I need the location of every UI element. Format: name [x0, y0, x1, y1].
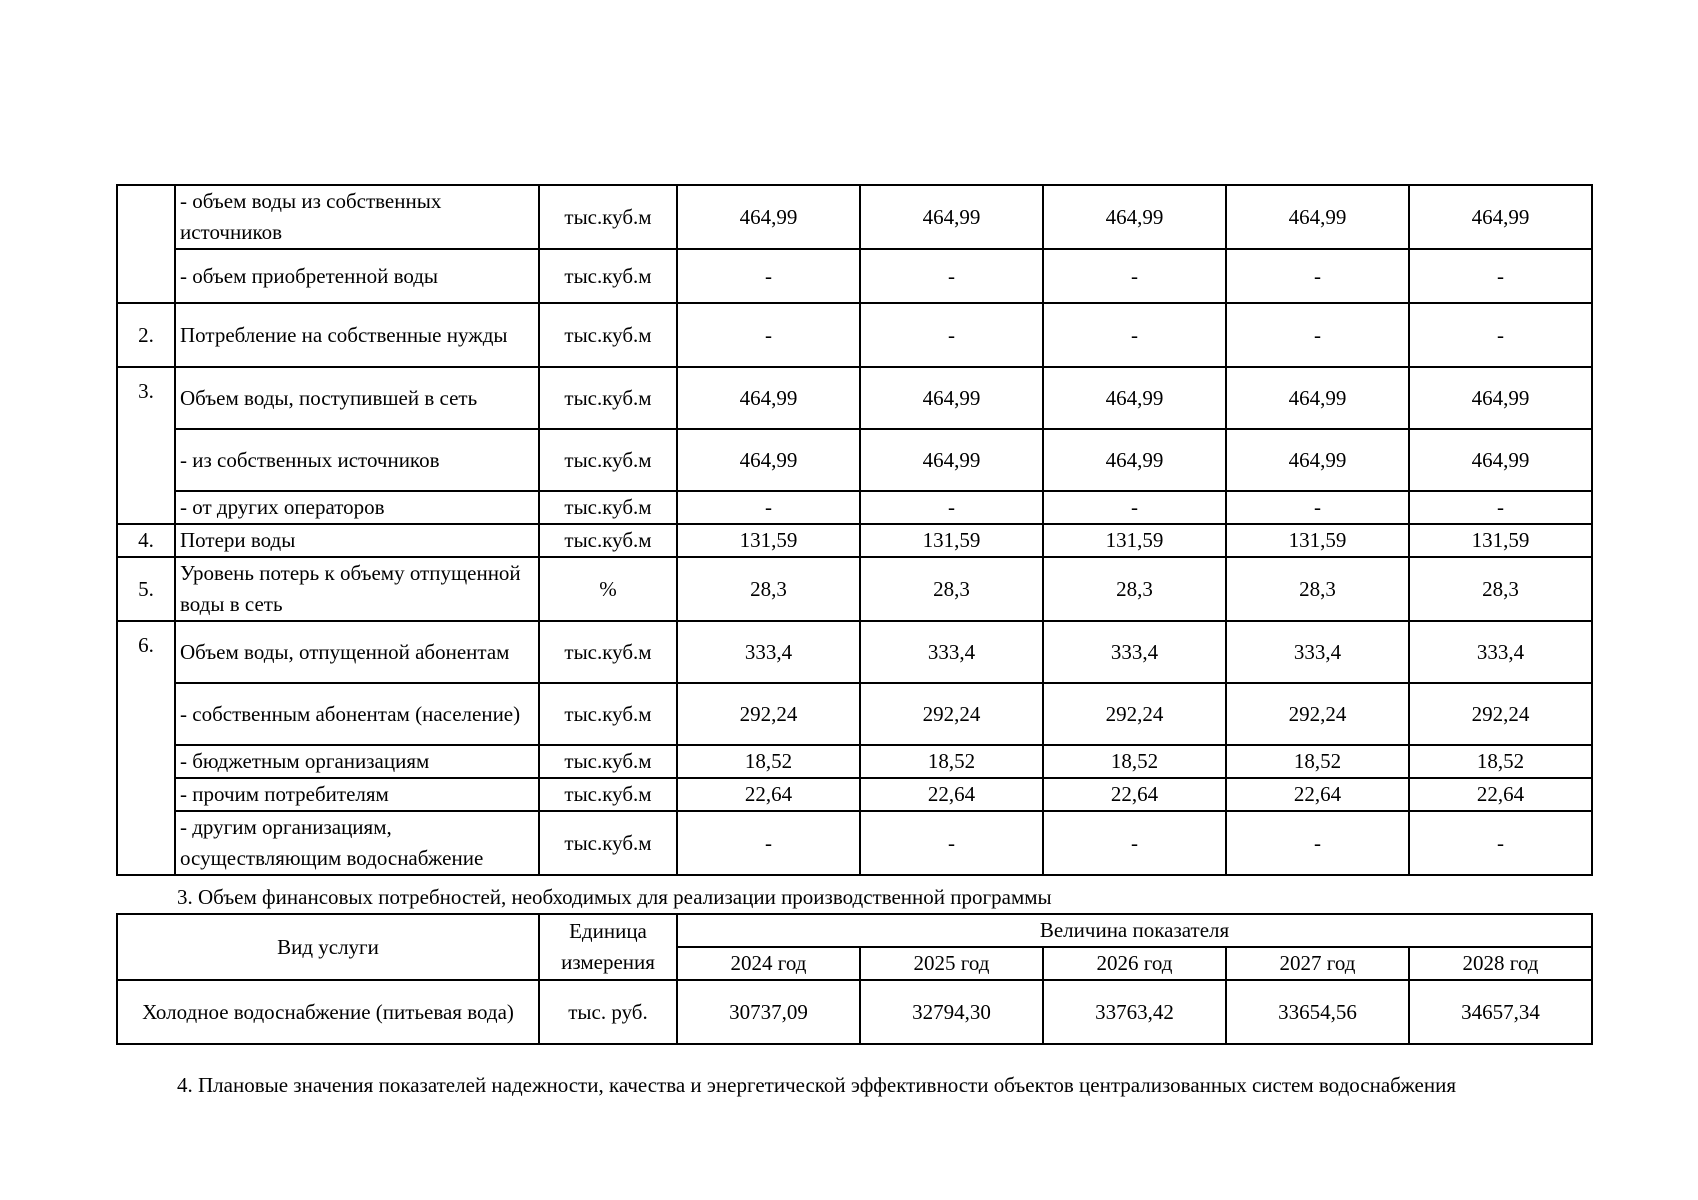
row-value: -	[1409, 491, 1592, 524]
table-row	[117, 683, 1592, 745]
row-value: 333,4	[1226, 621, 1409, 683]
row-unit: тыс.куб.м	[539, 524, 677, 557]
row-value: 18,52	[1409, 745, 1592, 778]
row-value: 292,24	[1043, 683, 1226, 745]
row-value: -	[1043, 811, 1226, 875]
row-value: 18,52	[1226, 745, 1409, 778]
water-balance-table	[116, 184, 1593, 876]
year-header: 2028 год	[1409, 947, 1592, 980]
year-header: 2025 год	[860, 947, 1043, 980]
row-value: 131,59	[677, 524, 860, 557]
row-unit: тыс.куб.м	[539, 367, 677, 429]
table-row	[117, 778, 1592, 811]
row-value: 292,24	[860, 683, 1043, 745]
year-header: 2026 год	[1043, 947, 1226, 980]
row-name: - объем приобретенной воды	[175, 249, 539, 303]
row-unit: тыс.куб.м	[539, 683, 677, 745]
row-value: -	[1409, 811, 1592, 875]
row-number: 3.	[117, 367, 175, 524]
year-header: 2027 год	[1226, 947, 1409, 980]
row-value: 464,99	[677, 367, 860, 429]
row-value: 292,24	[1226, 683, 1409, 745]
row-value: 292,24	[677, 683, 860, 745]
row-name: - из собственных источников	[175, 429, 539, 491]
value-group-header: Величина показателя	[677, 914, 1592, 947]
row-unit: тыс.куб.м	[539, 778, 677, 811]
service-header: Вид услуги	[117, 914, 539, 980]
row-number: 2.	[117, 303, 175, 367]
row-value: 18,52	[677, 745, 860, 778]
row-value: 464,99	[1409, 185, 1592, 249]
table-row	[117, 811, 1592, 875]
table-row	[117, 980, 1592, 1044]
row-name: Потребление на собственные нужды	[175, 303, 539, 367]
row-value: 464,99	[1226, 429, 1409, 491]
row-value: 333,4	[1409, 621, 1592, 683]
row-value: -	[1043, 249, 1226, 303]
row-name: - другим организациям, осуществляющим водоснабжение	[175, 811, 539, 875]
row-value: 333,4	[860, 621, 1043, 683]
row-name: - от других операторов	[175, 491, 539, 524]
row-value: 464,99	[1043, 185, 1226, 249]
row-value: 22,64	[677, 778, 860, 811]
table-row	[117, 185, 1592, 249]
row-value: -	[677, 303, 860, 367]
row-unit: тыс.куб.м	[539, 249, 677, 303]
row-name: - бюджетным организациям	[175, 745, 539, 778]
row-value: 22,64	[1226, 778, 1409, 811]
row-value: 464,99	[1226, 185, 1409, 249]
row-name: - прочим потребителям	[175, 778, 539, 811]
row-value: -	[860, 303, 1043, 367]
row-number	[117, 185, 175, 303]
row-value: 464,99	[677, 185, 860, 249]
table-row	[117, 249, 1592, 303]
header-row	[117, 914, 1592, 947]
row-unit: тыс. руб.	[539, 980, 677, 1044]
row-value: 464,99	[1409, 429, 1592, 491]
row-unit: тыс.куб.м	[539, 429, 677, 491]
row-value: -	[677, 491, 860, 524]
row-unit: тыс.куб.м	[539, 491, 677, 524]
table-row	[117, 557, 1592, 621]
table-row	[117, 524, 1592, 557]
row-value: 18,52	[860, 745, 1043, 778]
row-name: - объем воды из собственных источников	[175, 185, 539, 249]
row-value: 131,59	[1043, 524, 1226, 557]
row-value: 33763,42	[1043, 980, 1226, 1044]
row-value: 32794,30	[860, 980, 1043, 1044]
row-unit: тыс.куб.м	[539, 185, 677, 249]
row-value: 28,3	[677, 557, 860, 621]
row-value: -	[1043, 303, 1226, 367]
row-value: 333,4	[677, 621, 860, 683]
row-value: 292,24	[1409, 683, 1592, 745]
row-value: 464,99	[860, 367, 1043, 429]
row-value: 28,3	[1043, 557, 1226, 621]
row-value: -	[1409, 303, 1592, 367]
row-number: 6.	[117, 621, 175, 875]
row-value: 464,99	[1043, 367, 1226, 429]
table-row	[117, 367, 1592, 429]
row-name: Уровень потерь к объему отпущенной воды в сеть	[175, 557, 539, 621]
year-header: 2024 год	[677, 947, 860, 980]
row-value: 131,59	[860, 524, 1043, 557]
row-value: -	[1226, 491, 1409, 524]
row-value: 131,59	[1226, 524, 1409, 557]
row-value: -	[677, 249, 860, 303]
row-value: -	[1226, 303, 1409, 367]
row-value: 28,3	[860, 557, 1043, 621]
row-value: 33654,56	[1226, 980, 1409, 1044]
unit-header: Единица измерения	[539, 914, 677, 980]
table-row	[117, 621, 1592, 683]
row-value: 333,4	[1043, 621, 1226, 683]
row-unit: тыс.куб.м	[539, 621, 677, 683]
row-value: 464,99	[677, 429, 860, 491]
row-name: Объем воды, отпущенной абонентам	[175, 621, 539, 683]
row-value: 22,64	[1409, 778, 1592, 811]
row-value: 464,99	[860, 185, 1043, 249]
row-value: -	[1226, 249, 1409, 303]
row-value: 22,64	[1043, 778, 1226, 811]
section-3-caption: 3. Объем финансовых потребностей, необходимых для реализации производственной программы	[177, 885, 1052, 909]
row-number: 4.	[117, 524, 175, 557]
row-value: -	[1409, 249, 1592, 303]
row-value: 28,3	[1226, 557, 1409, 621]
row-value: -	[1226, 811, 1409, 875]
row-value: 18,52	[1043, 745, 1226, 778]
row-value: 131,59	[1409, 524, 1592, 557]
section-4-caption: 4. Плановые значения показателей надежности, качества и энергетической эффективности объектов централизованных систем водоснабжения	[177, 1073, 1457, 1097]
row-name: Объем воды, поступившей в сеть	[175, 367, 539, 429]
row-value: 464,99	[1409, 367, 1592, 429]
row-value: -	[677, 811, 860, 875]
row-value: 34657,34	[1409, 980, 1592, 1044]
row-value: 464,99	[1226, 367, 1409, 429]
row-value: 22,64	[860, 778, 1043, 811]
row-unit: тыс.куб.м	[539, 303, 677, 367]
table-row	[117, 491, 1592, 524]
row-name: - собственным абонентам (население)	[175, 683, 539, 745]
row-value: 30737,09	[677, 980, 860, 1044]
row-unit: тыс.куб.м	[539, 745, 677, 778]
row-value: 464,99	[1043, 429, 1226, 491]
row-value: 464,99	[860, 429, 1043, 491]
row-value: 28,3	[1409, 557, 1592, 621]
table-row	[117, 303, 1592, 367]
row-unit: тыс.куб.м	[539, 811, 677, 875]
row-value: -	[860, 491, 1043, 524]
row-number: 5.	[117, 557, 175, 621]
table-row	[117, 429, 1592, 491]
row-value: -	[1043, 491, 1226, 524]
row-value: -	[860, 249, 1043, 303]
row-name: Потери воды	[175, 524, 539, 557]
table-row	[117, 745, 1592, 778]
row-unit: %	[539, 557, 677, 621]
row-value: -	[860, 811, 1043, 875]
financial-needs-table	[116, 913, 1593, 1045]
service-name: Холодное водоснабжение (питьевая вода)	[117, 980, 539, 1044]
